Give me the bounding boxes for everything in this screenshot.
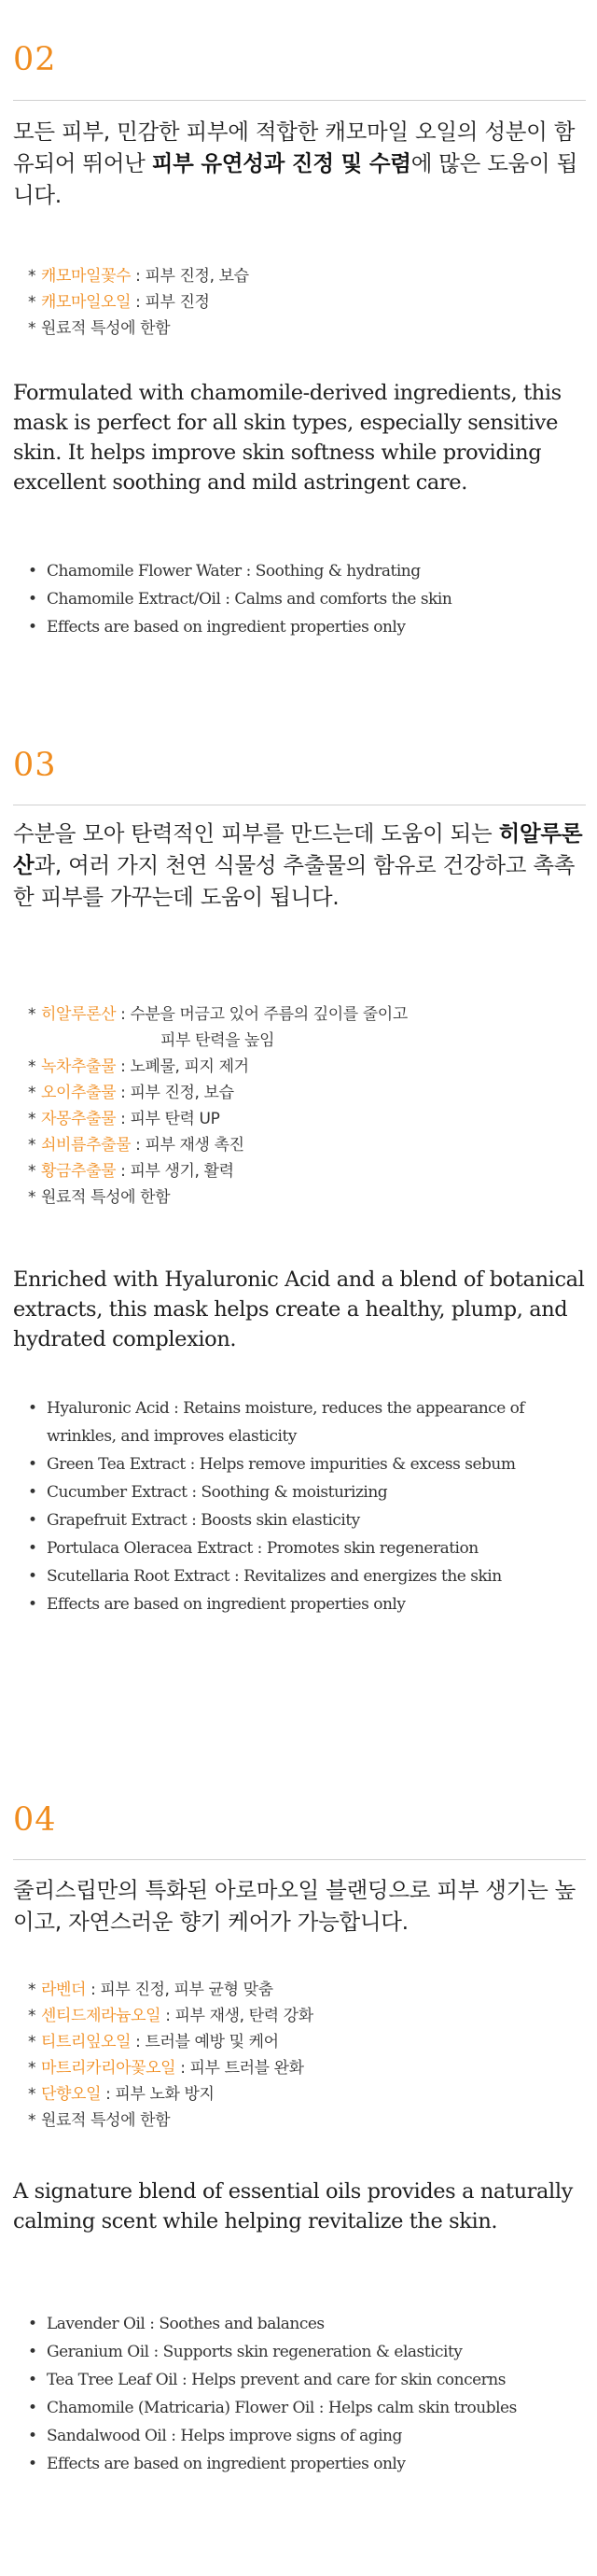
list-item: * 녹차추출물 : 노폐물, 피지 제거	[28, 1057, 249, 1076]
english-ingredient-list	[28, 557, 588, 641]
korean-description: 모든 피부, 민감한 피부에 적합한 캐모마일 오일의 성분이 함유되어 뛰어난 피부 유연성과 진정 및 수렴에 많은 도움이 됩니다.	[13, 119, 578, 208]
list-item: • Sandalwood Oil : Helps improve signs of aging	[28, 2427, 402, 2445]
list-item: • Geranium Oil : Supports skin regeneration & elasticity	[28, 2343, 463, 2361]
list-item: • Lavender Oil : Soothes and balances	[28, 2315, 325, 2333]
list-item: • Chamomile Flower Water : Soothing & hydrating	[28, 562, 421, 581]
english-ingredient-list	[28, 1394, 588, 1618]
list-item: * 자몽추출물 : 피부 탄력 UP	[28, 1110, 220, 1128]
section-divider	[13, 1859, 586, 1860]
list-item: • Tea Tree Leaf Oil : Helps prevent and care for skin concerns	[28, 2371, 506, 2389]
korean-ingredient-list	[28, 1001, 588, 1211]
list-item: • Portulaca Oleracea Extract : Promotes skin regeneration	[28, 1539, 479, 1558]
list-item: * 쇠비름추출물 : 피부 재생 촉진	[28, 1136, 244, 1155]
english-description: Enriched with Hyaluronic Acid and a blend of botanical extracts, this mask helps create a healthy, plump, and hydrated complexion.	[13, 1267, 585, 1351]
list-item: * 히알루론산 : 수분을 머금고 있어 주름의 깊이를 줄이고	[28, 1005, 408, 1024]
list-item: * 원료적 특성에 한함	[28, 2111, 171, 2130]
list-item: * 라벤더 : 피부 진정, 피부 균형 맞춤	[28, 1981, 273, 1999]
list-item-continuation: 피부 탄력을 높임	[160, 1031, 275, 1050]
korean-description: 줄리스립만의 특화된 아로마오일 블랜딩으로 피부 생기는 높이고, 자연스러운 향기 케어가 가능합니다.	[13, 1877, 576, 1935]
section-divider	[13, 100, 586, 101]
list-item: * 티트리잎오일 : 트러블 예방 및 케어	[28, 2033, 279, 2051]
list-item: • Chamomile Extract/Oil : Calms and comforts the skin	[28, 590, 452, 609]
english-ingredient-list	[28, 2310, 588, 2478]
list-item: • Hyaluronic Acid : Retains moisture, reduces the appearance of wrinkles, and improves elasticity	[28, 1399, 525, 1446]
list-item: * 원료적 특성에 한함	[28, 319, 171, 338]
list-item: * 황금추출물 : 피부 생기, 활력	[28, 1162, 234, 1181]
list-item: • Chamomile (Matricaria) Flower Oil : Helps calm skin troubles	[28, 2399, 517, 2417]
list-item: • Effects are based on ingredient properties only	[28, 1595, 406, 1614]
section-number: 04	[13, 1801, 57, 1839]
list-item: * 단향오일 : 피부 노화 방지	[28, 2085, 215, 2104]
list-item: * 원료적 특성에 한함	[28, 1188, 171, 1207]
korean-ingredient-list	[28, 263, 588, 342]
korean-description: 수분을 모아 탄력적인 피부를 만드는데 도움이 되는 히알루론산과, 여러 가지 천연 식물성 추출물의 함유로 건강하고 촉촉한 피부를 가꾸는데 도움이 됩니다.	[13, 820, 583, 910]
list-item: • Green Tea Extract : Helps remove impurities & excess sebum	[28, 1455, 516, 1474]
list-item: • Cucumber Extract : Soothing & moisturizing	[28, 1483, 388, 1502]
list-item: • Effects are based on ingredient properties only	[28, 618, 406, 637]
list-item: • Grapefruit Extract : Boosts skin elasticity	[28, 1511, 360, 1530]
list-item: * 마트리카리아꽃오일 : 피부 트러블 완화	[28, 2059, 304, 2078]
section-number: 03	[13, 747, 57, 784]
list-item: • Effects are based on ingredient properties only	[28, 2455, 406, 2473]
list-item: * 캐모마일꽃수 : 피부 진정, 보습	[28, 267, 249, 286]
list-item: • Scutellaria Root Extract : Revitalizes and energizes the skin	[28, 1567, 502, 1586]
list-item: * 센티드제라늄오일 : 피부 재생, 탄력 강화	[28, 2007, 313, 2025]
list-item: * 캐모마일오일 : 피부 진정	[28, 293, 210, 312]
english-description: Formulated with chamomile-derived ingredients, this mask is perfect for all skin types, especially sensitive skin. It helps improve skin softness while providing excellent soothing and mild astringent care.	[13, 381, 562, 495]
english-description: A signature blend of essential oils provides a naturally calming scent while helping revitalize the skin.	[13, 2179, 573, 2233]
korean-ingredient-list	[28, 1977, 588, 2134]
list-item: * 오이추출물 : 피부 진정, 보습	[28, 1084, 234, 1102]
section-number: 02	[13, 41, 57, 78]
